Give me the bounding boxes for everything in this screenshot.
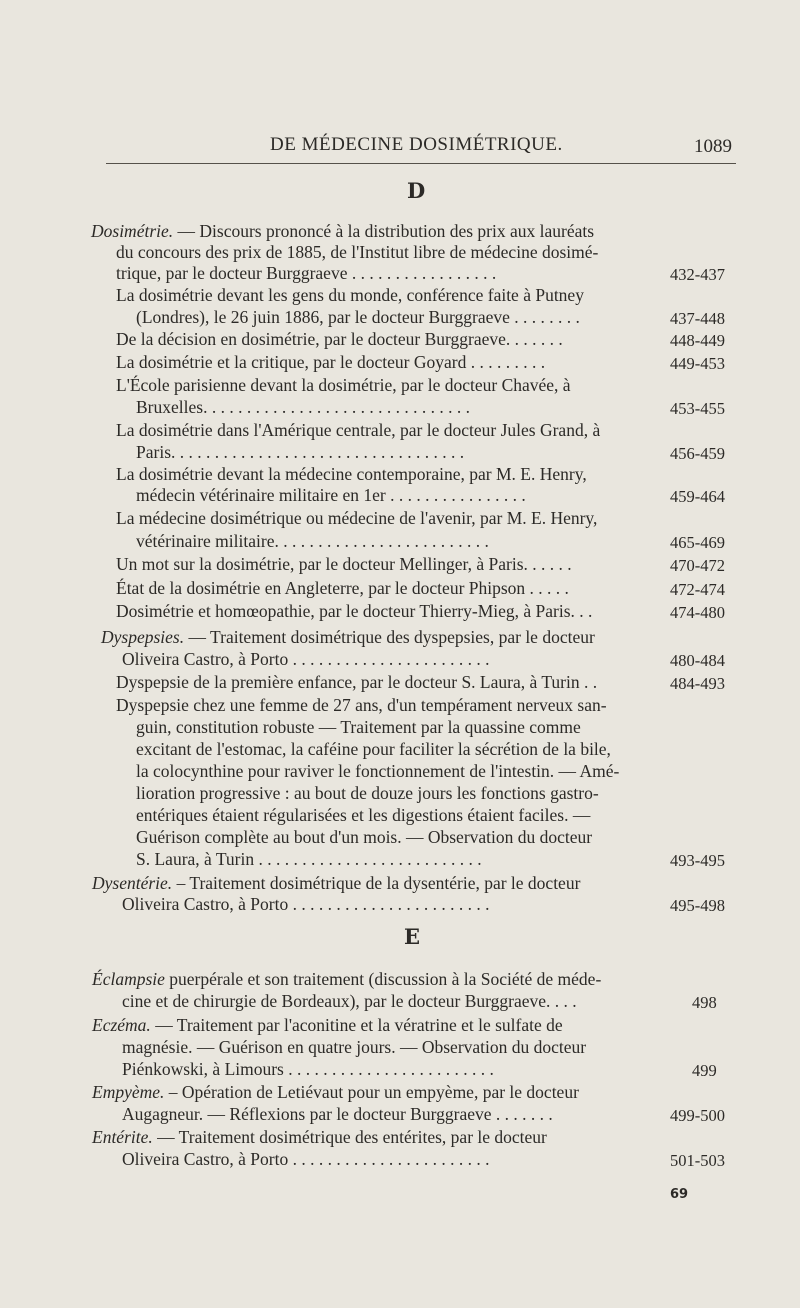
index-line-text (136, 760, 619, 782)
index-line-text (116, 577, 569, 599)
entry-text: — Traitement dosimétrique des dyspepsies, par le docteur (184, 627, 595, 647)
index-line-text (92, 968, 601, 990)
entry-term: Dysentérie. (92, 873, 173, 893)
index-line-text (136, 530, 489, 552)
page-range: 470-472 (670, 556, 725, 575)
entry-text: — Discours prononcé à la distribution des prix aux lauréats (173, 221, 595, 241)
index-line-text (116, 374, 571, 396)
entry-text: L'École parisienne devant la dosimétrie, par le docteur Chavée, à (116, 375, 571, 395)
index-line-text (122, 990, 577, 1012)
index-line-text (116, 671, 597, 693)
entry-text: La médecine dosimétrique ou médecine de l'avenir, par M. E. Henry, (116, 508, 598, 528)
index-line-text (116, 262, 496, 284)
entry-text: — Traitement dosimétrique des entérites, par le docteur (152, 1127, 547, 1147)
index-line-text (136, 306, 580, 328)
page-header-title: DE MÉDECINE DOSIMÉTRIQUE. (270, 134, 563, 155)
index-line-text (136, 848, 482, 870)
index-line-text (116, 553, 572, 575)
entry-text: – Traitement dosimétrique de la dysentérie, par le docteur (172, 873, 581, 893)
entry-term: Eczéma. (92, 1015, 151, 1035)
page-range: 437-448 (670, 309, 725, 328)
entry-text: (Londres), le 26 juin 1886, par le docteur Burggraeve . . . . . . . . (136, 307, 580, 327)
index-line-text (92, 1081, 579, 1103)
index-line-text (92, 1014, 563, 1036)
entry-text: Dosimétrie et homœopathie, par le docteur Thierry-Mieg, à Paris. . . (116, 601, 593, 621)
page-range: 484-493 (670, 674, 725, 693)
entry-text: Oliveira Castro, à Porto . . . . . . . . . . . . . . . . . . . . . . . (122, 894, 490, 914)
page-range: 493-495 (670, 851, 725, 870)
entry-text: – Opération de Letiévaut pour un empyème, par le docteur (164, 1082, 579, 1102)
entry-text: La dosimétrie dans l'Amérique centrale, par le docteur Jules Grand, à (116, 420, 601, 440)
page-range: 495-498 (670, 896, 725, 915)
index-line-text (91, 220, 594, 242)
entry-text: Dyspepsie de la première enfance, par le docteur S. Laura, à Turin . . (116, 672, 598, 692)
entry-text: puerpérale et son traitement (discussion à la Société de méde- (164, 969, 602, 989)
entry-text: Bruxelles. . . . . . . . . . . . . . . . . . . . . . . . . . . . . . . (136, 397, 470, 417)
index-line-text (116, 351, 545, 373)
index-line-text (116, 463, 587, 485)
page-range: 459-464 (670, 487, 725, 506)
index-line-text (116, 600, 592, 622)
index-line-text (122, 1103, 553, 1125)
entry-text: guin, constitution robuste — Traitement par la quassine comme (136, 717, 581, 737)
entry-term: Empyème. (92, 1082, 165, 1102)
index-line-text (116, 284, 584, 306)
index-line-text (136, 826, 592, 848)
index-line-text (116, 328, 563, 350)
entry-text: Paris. . . . . . . . . . . . . . . . . . . . . . . . . . . . . . . . . . (136, 442, 465, 462)
index-line-text (136, 738, 611, 760)
signature-mark: 69 (670, 1187, 689, 1202)
entry-text: du concours des prix de 1885, de l'Institut libre de médecine dosimé- (116, 242, 599, 262)
index-line-text (136, 396, 470, 418)
entry-text: État de la dosimétrie en Angleterre, par le docteur Phipson . . . . . (116, 578, 569, 598)
page-range: 480-484 (670, 651, 725, 670)
entry-text: Dyspepsie chez une femme de 27 ans, d'un tempérament nerveux san- (116, 695, 607, 715)
page-range: 501-503 (670, 1151, 725, 1170)
index-line-text (122, 893, 489, 915)
index-line-text (136, 441, 464, 463)
entry-text: vétérinaire militaire. . . . . . . . . . . . . . . . . . . . . . . . . (136, 531, 489, 551)
entry-text: Oliveira Castro, à Porto . . . . . . . . . . . . . . . . . . . . . . . (122, 649, 490, 669)
entry-text: trique, par le docteur Burggraeve . . . . . . . . . . . . . . . . . (116, 263, 497, 283)
index-line-text (122, 1036, 586, 1058)
header-rule (106, 163, 736, 164)
entry-term: Dyspepsies. (101, 627, 185, 647)
page-range: 453-455 (670, 399, 725, 418)
entry-text: Oliveira Castro, à Porto . . . . . . . . . . . . . . . . . . . . . . . (122, 1149, 490, 1169)
entry-text: lioration progressive : au bout de douze jours les fonctions gastro- (136, 783, 599, 803)
entry-text: Un mot sur la dosimétrie, par le docteur Mellinger, à Paris. . . . . . (116, 554, 572, 574)
entry-text: — Traitement par l'aconitine et la vératrine et le sulfate de (150, 1015, 563, 1035)
index-line-text (136, 484, 526, 506)
index-line-text (136, 782, 599, 804)
entry-text: médecin vétérinaire militaire en 1er . . . . . . . . . . . . . . . . (136, 485, 526, 505)
entry-term: Entérite. (92, 1127, 153, 1147)
index-line-text (116, 507, 597, 529)
section-letter-e: E (404, 924, 421, 949)
section-letter-d: D (407, 178, 426, 203)
entry-text: excitant de l'estomac, la caféine pour faciliter la sécrétion de la bile, (136, 739, 611, 759)
page-number: 1089 (694, 136, 732, 157)
entry-text: magnésie. — Guérison en quatre jours. — Observation du docteur (122, 1037, 587, 1057)
index-line-text (116, 694, 607, 716)
entry-text: De la décision en dosimétrie, par le docteur Burggraeve. . . . . . . (116, 329, 563, 349)
entry-term: Dosimétrie. (91, 221, 174, 241)
page-range: 449-453 (670, 354, 725, 373)
page-range: 456-459 (670, 444, 725, 463)
entry-text: Augagneur. — Réflexions par le docteur Burggraeve . . . . . . . (122, 1104, 553, 1124)
index-line-text (122, 1058, 494, 1080)
entry-text: la colocynthine pour raviver le fonctionnement de l'intestin. — Amé- (136, 761, 620, 781)
entry-text: Piénkowski, à Limours . . . . . . . . . . . . . . . . . . . . . . . . (122, 1059, 494, 1079)
page-range: 432-437 (670, 265, 725, 284)
index-line-text (92, 872, 580, 894)
entry-text: cine et de chirurgie de Bordeaux), par le docteur Burggraeve. . . . (122, 991, 577, 1011)
page-range: 499 (692, 1061, 717, 1080)
entry-text: La dosimétrie devant la médecine contemporaine, par M. E. Henry, (116, 464, 587, 484)
page-range: 474-480 (670, 603, 725, 622)
page-range: 472-474 (670, 580, 725, 599)
entry-term: Éclampsie (92, 969, 165, 989)
entry-text: La dosimétrie et la critique, par le docteur Goyard . . . . . . . . . (116, 352, 546, 372)
page-range: 498 (692, 993, 717, 1012)
index-line-text (116, 419, 600, 441)
index-line-text (92, 1126, 547, 1148)
index-line-text (116, 241, 598, 263)
entry-text: S. Laura, à Turin . . . . . . . . . . . . . . . . . . . . . . . . . . (136, 849, 482, 869)
index-line-text (136, 716, 581, 738)
index-line-text (122, 648, 489, 670)
page-range: 499-500 (670, 1106, 725, 1125)
entry-text: Guérison complète au bout d'un mois. — Observation du docteur (136, 827, 593, 847)
entry-text: La dosimétrie devant les gens du monde, conférence faite à Putney (116, 285, 584, 305)
index-line-text (101, 626, 595, 648)
page-range: 448-449 (670, 331, 725, 350)
page-range: 465-469 (670, 533, 725, 552)
entry-text: entériques étaient régularisées et les digestions étaient faciles. — (136, 805, 591, 825)
index-line-text (122, 1148, 489, 1170)
index-line-text (136, 804, 590, 826)
